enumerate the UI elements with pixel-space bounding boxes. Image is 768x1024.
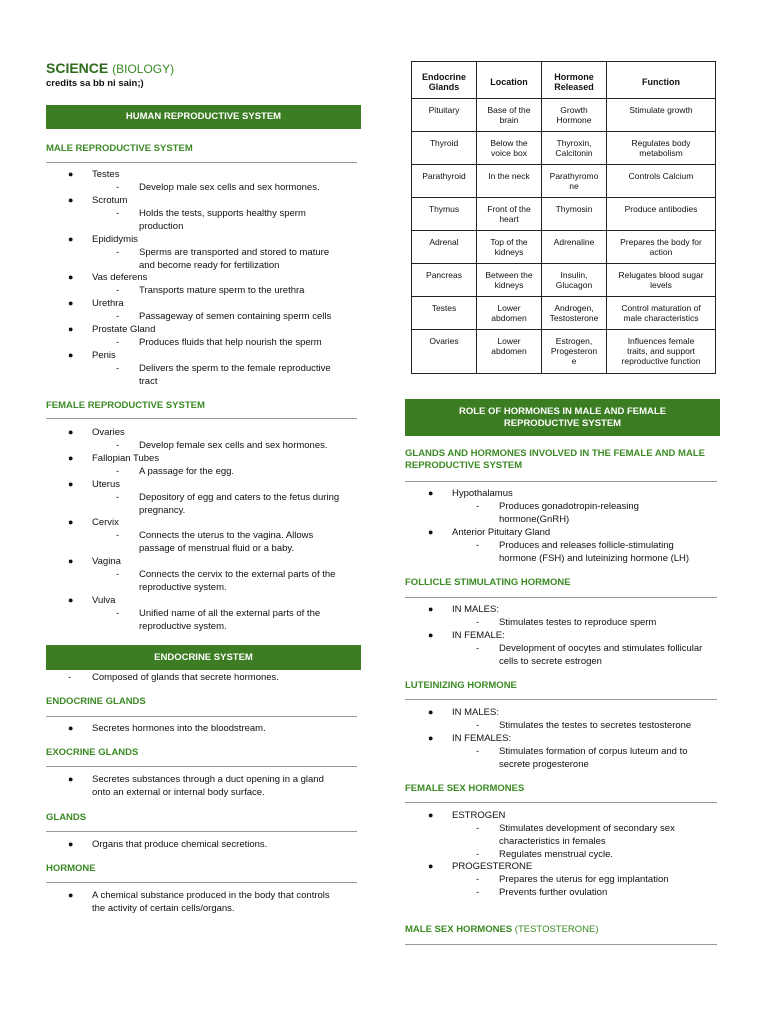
list-item-desc: hormone(GnRH) (499, 514, 570, 525)
column-header: Hormone Released (542, 62, 607, 99)
table-cell: Estrogen, Progesteron e (542, 330, 607, 374)
bullet: ● (68, 774, 74, 784)
table-cell: Between the kidneys (477, 264, 542, 297)
list-item-desc: Produces gonadotropin-releasing (499, 501, 639, 512)
list-item-desc: Produces and releases follicle-stimulating (499, 540, 674, 551)
divider (46, 882, 357, 883)
divider (46, 716, 357, 717)
dash: - (116, 337, 120, 348)
list-item-desc: characteristics in females (499, 836, 606, 847)
table-cell: In the neck (477, 165, 542, 198)
banner-endocrine: ENDOCRINE SYSTEM (46, 645, 361, 670)
heading-exocrine-glands: EXOCRINE GLANDS (46, 747, 139, 758)
credits: credits sa bb ni sain;) (46, 78, 144, 89)
dash: - (476, 643, 480, 654)
heading-female: FEMALE REPRODUCTIVE SYSTEM (46, 400, 205, 411)
list-item: Fallopian Tubes (92, 453, 160, 464)
list-item: ESTROGEN (452, 810, 506, 821)
list-item-desc: Unified name of all the external parts of the (139, 608, 321, 619)
table-row (412, 99, 716, 132)
endocrine-definition: Composed of glands that secrete hormones. (92, 672, 279, 683)
banner-human-reproductive: HUMAN REPRODUCTIVE SYSTEM (46, 105, 361, 129)
list-item-desc: production (139, 221, 184, 232)
dash: - (476, 501, 480, 512)
list-item: Anterior Pituitary Gland (452, 527, 551, 538)
dash: - (116, 440, 120, 451)
bullet: ● (68, 427, 74, 437)
endocrine-glands-table (411, 61, 716, 374)
heading-fsh: FOLLICLE STIMULATING HORMONE (405, 577, 571, 588)
bullet: ● (428, 630, 434, 640)
bullet: ● (68, 595, 74, 605)
bullet: ● (428, 733, 434, 743)
list-item: Ovaries (92, 427, 125, 438)
table-cell: Relugates blood sugar levels (607, 264, 716, 297)
table-cell: Parathyromo ne (542, 165, 607, 198)
table-cell: Control maturation of male characteristics (607, 297, 716, 330)
list-item-desc: Holds the tests, supports healthy sperm (139, 208, 306, 219)
table-cell: Produce antibodies (607, 198, 716, 231)
list-item-desc: A passage for the egg. (139, 466, 235, 477)
bullet: ● (68, 517, 74, 527)
list-item-desc: passage of menstrual fluid or a baby. (139, 543, 295, 554)
list-item: Epididymis (92, 234, 138, 245)
list-item-desc: Connects the cervix to the external parts of the (139, 569, 336, 580)
list-item-desc: pregnancy. (139, 505, 186, 516)
table-row (412, 231, 716, 264)
list-item-desc: Sperms are transported and stored to mature (139, 247, 330, 258)
divider (405, 802, 717, 803)
list-item-desc: Develop male sex cells and sex hormones. (139, 182, 320, 193)
table-row (412, 264, 716, 297)
list-item-desc: secrete progesterone (499, 759, 589, 770)
table-cell: Prepares the body for action (607, 231, 716, 264)
dash: - (476, 720, 480, 731)
table-cell: Thyroid (412, 132, 477, 165)
list-item: IN MALES: (452, 604, 499, 615)
table-row (412, 297, 716, 330)
table-row (412, 198, 716, 231)
table-row (412, 165, 716, 198)
list-item-desc: reproductive system. (139, 582, 227, 593)
heading-glands-and-hormones: GLANDS AND HORMONES INVOLVED IN THE FEMALE AND MALE REPRODUCTIVE SYSTEM (405, 448, 705, 472)
bullet: ● (68, 839, 74, 849)
bullet: ● (428, 861, 434, 871)
dash: - (116, 208, 120, 219)
dash: - (476, 874, 480, 885)
divider (405, 597, 717, 598)
page-title: SCIENCE (BIOLOGY) (46, 60, 175, 76)
table-cell: Insulin, Glucagon (542, 264, 607, 297)
list-item: A chemical substance produced in the body that controls (92, 890, 330, 901)
table-cell: Regulates body metabolism (607, 132, 716, 165)
bullet: ● (68, 169, 74, 179)
dash: - (116, 530, 120, 541)
divider (405, 481, 717, 482)
heading-female-sex-hormones: FEMALE SEX HORMONES (405, 783, 525, 794)
table-cell: Lower abdomen (477, 330, 542, 374)
dash: - (476, 823, 480, 834)
list-item-desc: hormone (FSH) and luteinizing hormone (LH) (499, 553, 690, 564)
column-header: Endocrine Glands (412, 62, 477, 99)
bullet: ● (68, 195, 74, 205)
list-item: IN MALES: (452, 707, 499, 718)
heading-male-sex-hormones: MALE SEX HORMONES (TESTOSTERONE) (405, 924, 599, 935)
table-cell: Androgen, Testosterone (542, 297, 607, 330)
dash: - (476, 849, 480, 860)
dash: - (116, 569, 120, 580)
bullet: ● (68, 556, 74, 566)
table-cell: Thymosin (542, 198, 607, 231)
list-item-desc: Stimulates the testes to secretes testosterone (499, 720, 692, 731)
list-item: Uterus (92, 479, 120, 490)
table-row (412, 330, 716, 374)
table-cell: Top of the kidneys (477, 231, 542, 264)
list-item: Secretes hormones into the bloodstream. (92, 723, 266, 734)
dash: - (476, 617, 480, 628)
divider (405, 944, 717, 945)
dash: - (476, 746, 480, 757)
list-item: onto an external or internal body surface. (92, 787, 265, 798)
list-item: Vas deferens (92, 272, 148, 283)
list-item: IN FEMALES: (452, 733, 512, 744)
heading-glands: GLANDS (46, 812, 87, 823)
dash: - (116, 285, 120, 296)
list-item-desc: tract (139, 376, 158, 387)
dash: - (68, 672, 72, 683)
bullet: ● (68, 324, 74, 334)
table-cell: Growth Hormone (542, 99, 607, 132)
table-cell: Adrenaline (542, 231, 607, 264)
dash: - (476, 887, 480, 898)
dash: - (116, 466, 120, 477)
list-item-desc: Stimulates testes to reproduce sperm (499, 617, 657, 628)
table-cell: Stimulate growth (607, 99, 716, 132)
bullet: ● (68, 234, 74, 244)
divider (46, 162, 357, 163)
heading-male: MALE REPRODUCTIVE SYSTEM (46, 143, 193, 154)
list-item: Testes (92, 169, 120, 180)
dash: - (116, 492, 120, 503)
table-header-row (412, 62, 716, 99)
list-item: Secretes substances through a duct opening in a gland (92, 774, 324, 785)
list-item-desc: Prevents further ovulation (499, 887, 608, 898)
divider (46, 831, 357, 832)
table-cell: Lower abdomen (477, 297, 542, 330)
table-cell: Testes (412, 297, 477, 330)
heading-hormone: HORMONE (46, 863, 96, 874)
column-header: Location (477, 62, 542, 99)
divider (46, 418, 357, 419)
table-cell: Front of the heart (477, 198, 542, 231)
list-item-desc: Prepares the uterus for egg implantation (499, 874, 669, 885)
list-item: Organs that produce chemical secretions. (92, 839, 268, 850)
list-item: Vulva (92, 595, 116, 606)
bullet: ● (68, 350, 74, 360)
list-item-desc: Produces fluids that help nourish the sperm (139, 337, 322, 348)
list-item-desc: Depository of egg and caters to the fetus during (139, 492, 340, 503)
table-cell: Influences female traits, and support reproductive function (607, 330, 716, 374)
divider (46, 766, 357, 767)
table-cell: Thymus (412, 198, 477, 231)
table-row (412, 132, 716, 165)
divider (405, 699, 717, 700)
list-item: Penis (92, 350, 116, 361)
table-cell: Pituitary (412, 99, 477, 132)
heading-endocrine-glands: ENDOCRINE GLANDS (46, 696, 146, 707)
list-item: Scrotum (92, 195, 128, 206)
bullet: ● (68, 298, 74, 308)
list-item: PROGESTERONE (452, 861, 533, 872)
list-item-desc: Passageway of semen containing sperm cells (139, 311, 332, 322)
column-header: Function (607, 62, 716, 99)
dash: - (116, 247, 120, 258)
list-item: the activity of certain cells/organs. (92, 903, 235, 914)
table-cell: Ovaries (412, 330, 477, 374)
list-item-desc: Transports mature sperm to the urethra (139, 285, 305, 296)
list-item-desc: cells to secrete estrogen (499, 656, 602, 667)
list-item-desc: Regulates menstrual cycle. (499, 849, 614, 860)
list-item-desc: Stimulates development of secondary sex (499, 823, 675, 834)
bullet: ● (428, 527, 434, 537)
list-item: Vagina (92, 556, 121, 567)
heading-lh: LUTEINIZING HORMONE (405, 680, 517, 691)
list-item: Cervix (92, 517, 119, 528)
table-cell: Parathyroid (412, 165, 477, 198)
list-item: Hypothalamus (452, 488, 513, 499)
list-item: Prostate Gland (92, 324, 156, 335)
bullet: ● (68, 453, 74, 463)
dash: - (476, 540, 480, 551)
banner-role-of-hormones: ROLE OF HORMONES IN MALE AND FEMALE REPRODUCTIVE SYSTEM (405, 399, 720, 436)
table-cell: Adrenal (412, 231, 477, 264)
table-cell: Below the voice box (477, 132, 542, 165)
list-item-desc: reproductive system. (139, 621, 227, 632)
bullet: ● (68, 723, 74, 733)
bullet: ● (428, 707, 434, 717)
list-item-desc: Development of oocytes and stimulates follicular (499, 643, 703, 654)
table-cell: Thyroxin, Calcitonin (542, 132, 607, 165)
bullet: ● (428, 810, 434, 820)
table-cell: Controls Calcium (607, 165, 716, 198)
list-item-desc: Connects the uterus to the vagina. Allows (139, 530, 314, 541)
dash: - (116, 363, 120, 374)
dash: - (116, 608, 120, 619)
dash: - (116, 311, 120, 322)
bullet: ● (68, 479, 74, 489)
bullet: ● (428, 488, 434, 498)
list-item-desc: and become ready for fertilization (139, 260, 280, 271)
list-item-desc: Stimulates formation of corpus luteum and to (499, 746, 688, 757)
list-item-desc: Delivers the sperm to the female reproductive (139, 363, 331, 374)
list-item: IN FEMALE: (452, 630, 505, 641)
list-item: Urethra (92, 298, 124, 309)
list-item-desc: Develop female sex cells and sex hormones. (139, 440, 328, 451)
bullet: ● (68, 890, 74, 900)
bullet: ● (68, 272, 74, 282)
table-cell: Pancreas (412, 264, 477, 297)
bullet: ● (428, 604, 434, 614)
table-cell: Base of the brain (477, 99, 542, 132)
dash: - (116, 182, 120, 193)
